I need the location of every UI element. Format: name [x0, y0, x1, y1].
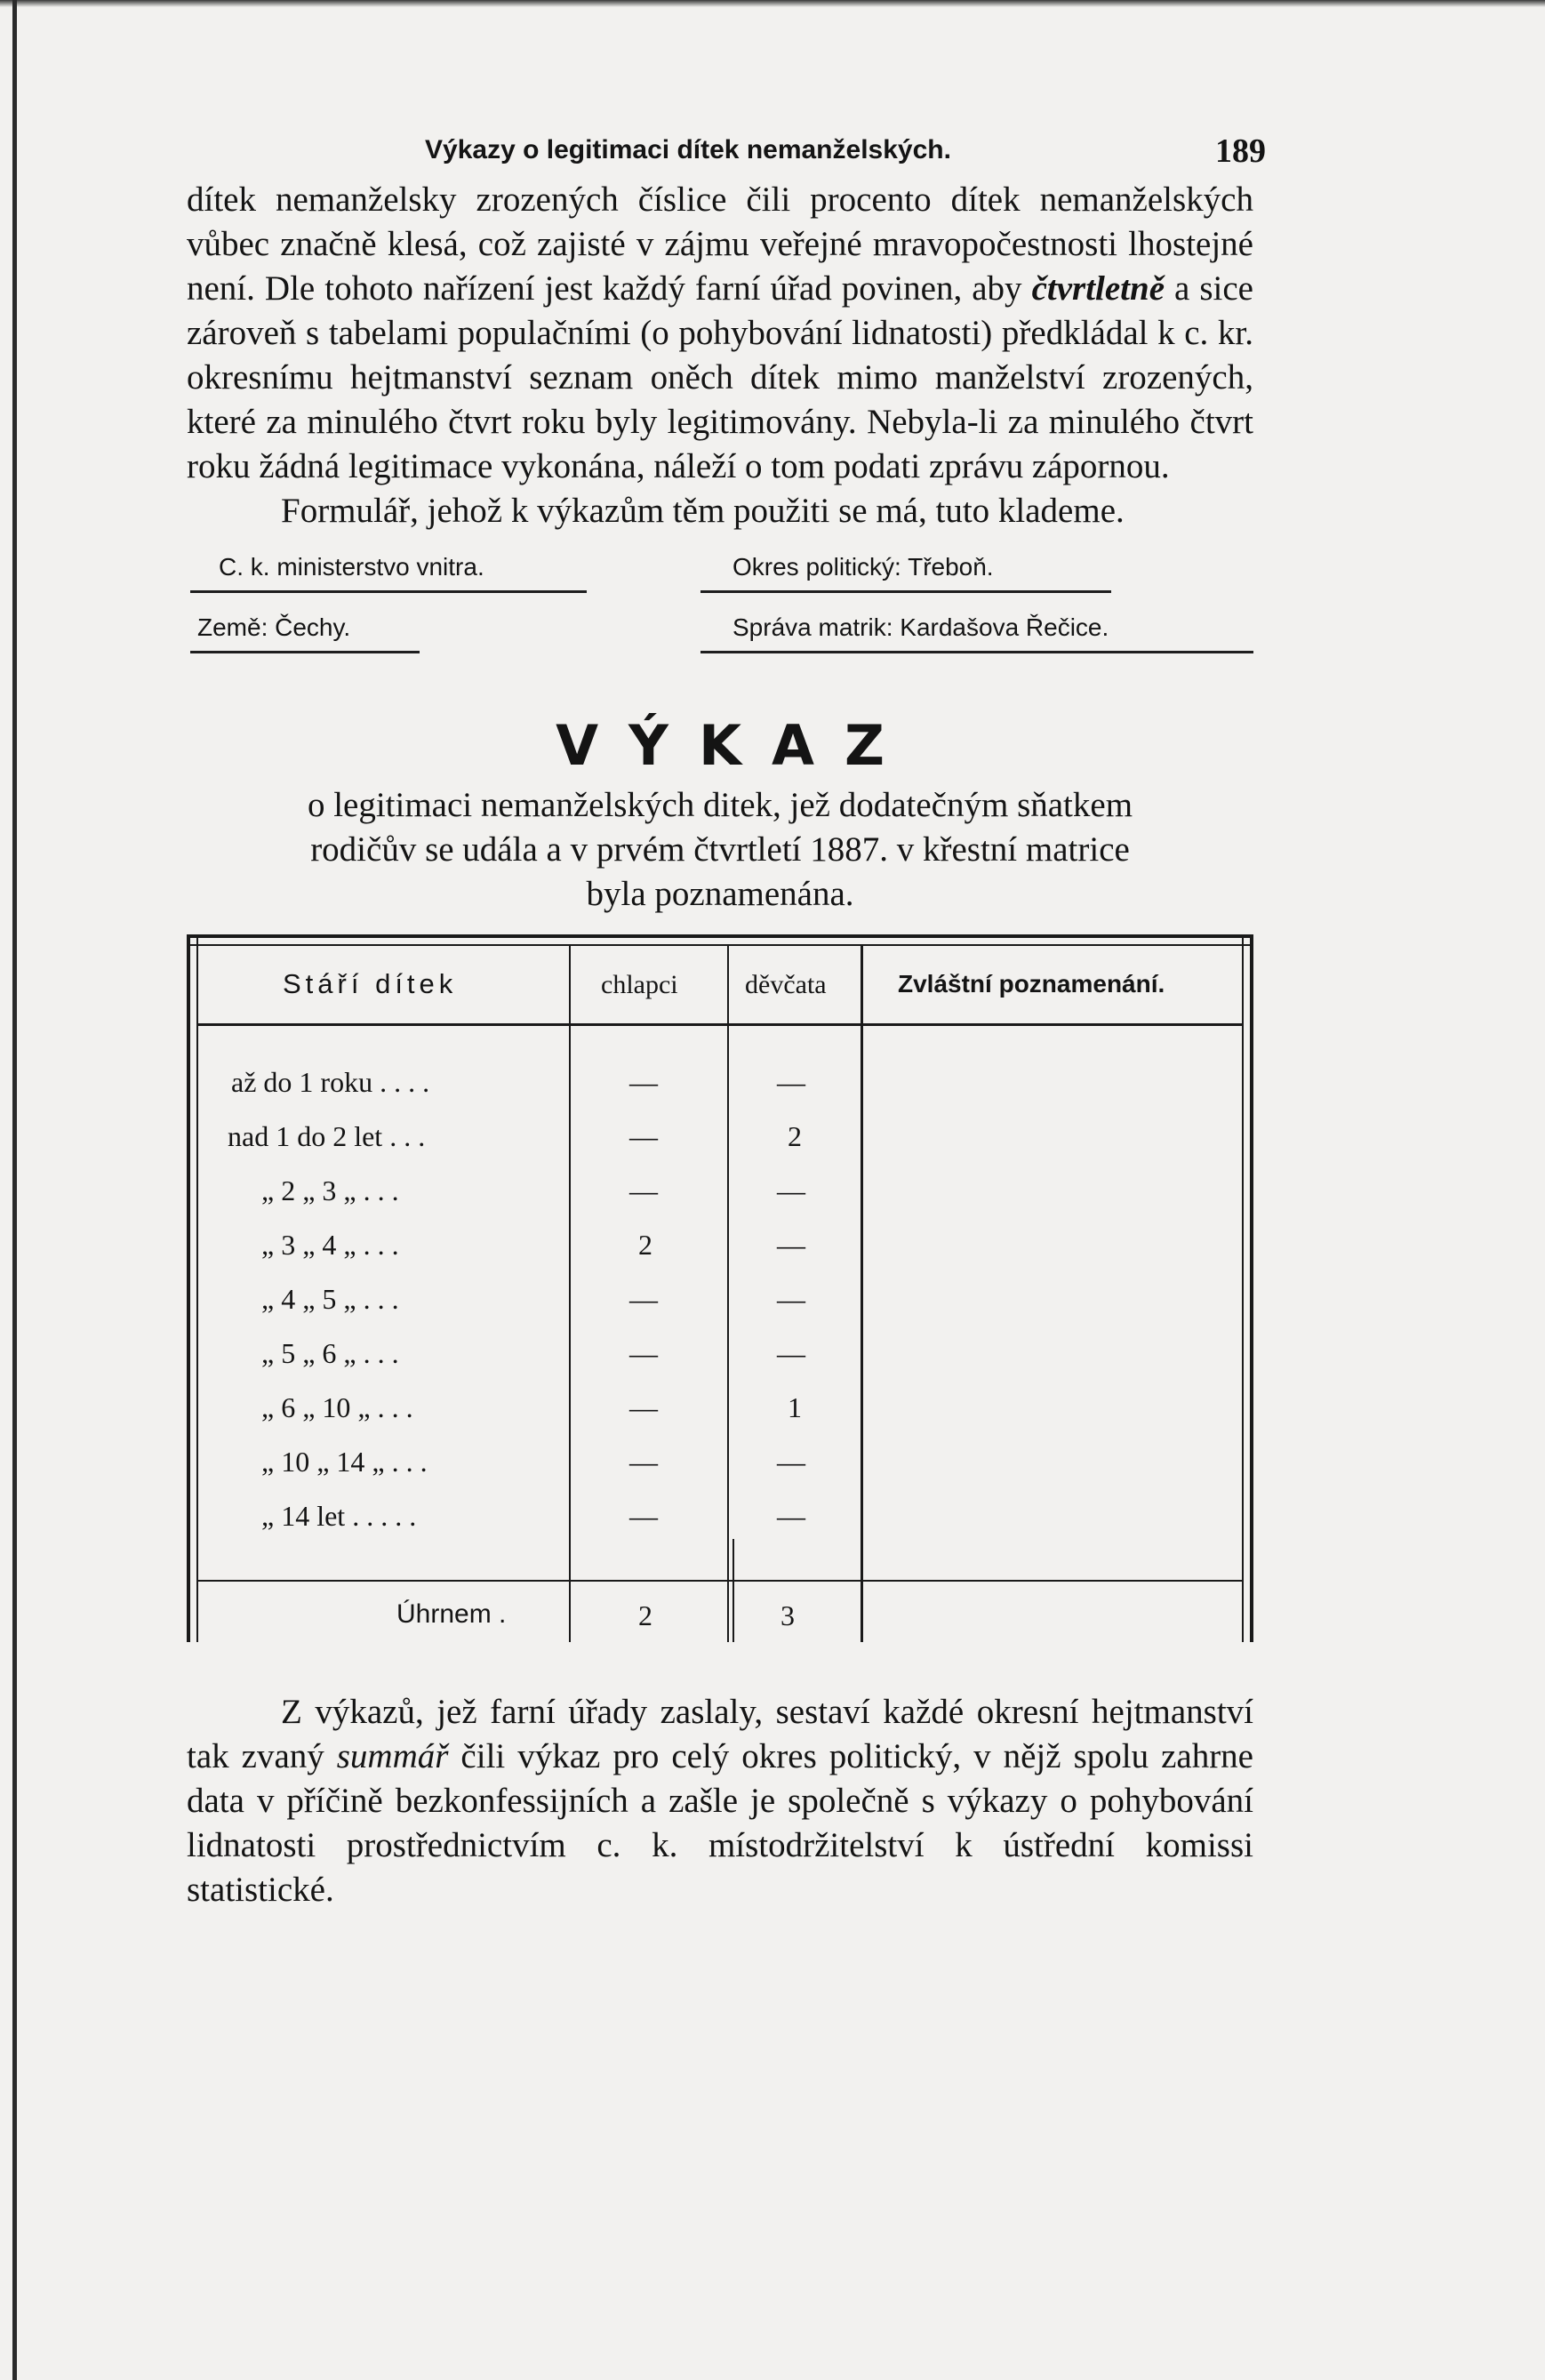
row-7-girls: 1: [788, 1391, 802, 1423]
header-bottom-rule: [198, 1023, 1242, 1026]
page-number: 189: [1215, 132, 1266, 170]
report-title: VÝKAZ: [556, 713, 915, 778]
col-sep-1: [569, 946, 571, 1642]
paragraph-1-emphasis: čtvrtletně: [1031, 269, 1165, 308]
row-5-girls: —: [777, 1283, 805, 1315]
table-left-rule-inner: [196, 934, 198, 1642]
row-6-girls: —: [777, 1337, 805, 1369]
book-page: [187, 124, 1266, 1912]
col-header-girls: děvčata: [745, 970, 827, 999]
paragraph-3: [187, 1690, 1253, 1912]
row-6-age: „ 5 „ 6 „ . . .: [261, 1337, 399, 1369]
running-head: [187, 124, 1266, 178]
land-label: Země: Čechy.: [197, 613, 351, 641]
row-4-age: „ 3 „ 4 „ . . .: [261, 1229, 399, 1261]
paragraph-3-emphasis: summář: [336, 1737, 449, 1775]
report-subtitle-1: o legitimaci nemanželských ditek, jež dodatečným sňatkem: [307, 786, 1133, 824]
row-3-boys: —: [629, 1174, 658, 1206]
table-left-rule: [187, 934, 190, 1642]
legitimation-table: [187, 934, 1253, 1642]
page-edge-top: [0, 0, 1545, 7]
col-header-notes: Zvláštní poznamenání.: [898, 970, 1165, 998]
paragraph-2: Formulář, jehož k výkazům těm použiti se má, tuto klademe.: [281, 492, 1125, 530]
table-right-rule: [1250, 934, 1253, 1642]
row-5-boys: —: [629, 1283, 658, 1315]
row-2-boys: —: [629, 1120, 658, 1152]
row-2-girls: 2: [788, 1120, 802, 1152]
row-9-boys: —: [629, 1500, 658, 1532]
row-7-age: „ 6 „ 10 „ . . .: [261, 1391, 413, 1423]
row-8-boys: —: [629, 1446, 658, 1478]
table-right-rule-inner: [1242, 934, 1244, 1642]
row-4-girls: —: [777, 1229, 805, 1261]
row-6-boys: —: [629, 1337, 658, 1369]
row-8-girls: —: [777, 1446, 805, 1478]
row-1-boys: —: [629, 1066, 658, 1098]
row-3-age: „ 2 „ 3 „ . . .: [261, 1174, 399, 1206]
registry-underline: [700, 651, 1253, 653]
registry-label: Správa matrik: Kardašova Řečice.: [732, 613, 1109, 641]
running-title: Výkazy o legitimaci dítek nemanželských.: [425, 135, 951, 164]
row-8-age: „ 10 „ 14 „ . . .: [261, 1446, 428, 1478]
total-girls: 3: [781, 1599, 795, 1631]
district-underline: [700, 590, 1111, 593]
total-boys: 2: [638, 1599, 652, 1631]
row-9-girls: —: [777, 1500, 805, 1532]
report-subtitle-3: byla poznamenána.: [586, 875, 854, 913]
land-underline: [190, 651, 420, 653]
row-7-boys: —: [629, 1391, 658, 1423]
row-3-girls: —: [777, 1174, 805, 1206]
ministry-underline: [190, 590, 587, 593]
district-label: Okres politický: Třeboň.: [732, 553, 994, 581]
row-4-boys: 2: [638, 1229, 652, 1261]
paragraph-3-text-b: čili výkaz pro celý okres politický, v nějž spolu zahrne data v příčině bezkonfessijních a zašle je společně s výkazy o pohybování lidnatosti prostřednictvím c. k. místodržitelství k ústřední komissi statistické.: [187, 1737, 1253, 1909]
form-header: [187, 553, 1253, 686]
table-top-rule-inner: [187, 944, 1253, 946]
paragraph-1-text-b: a sice zároveň s tabelami populačními (o pohybování lidnatosti) předkládal k c. kr. okresnímu hejtmanství seznam oněch dítek mimo manželství zrozených, které za minulého čtvrt roku byly legitimovány. Nebyla-li za minulého čtvrt roku žádná legitimace vykonána, náleží o tom podati zprávu zápornou.: [187, 269, 1253, 485]
row-9-age: „ 14 let . . . . .: [261, 1500, 417, 1532]
ministry-label: C. k. ministerstvo vnitra.: [219, 553, 484, 581]
col-sep-2: [727, 946, 729, 1642]
total-rule: [198, 1580, 1242, 1582]
table-top-rule: [187, 934, 1253, 938]
total-label: Úhrnem .: [396, 1599, 507, 1629]
row-1-girls: —: [777, 1066, 805, 1098]
paragraph-3-text-a: Z výkazů, jež farní úřady zaslaly, sestaví každé okresní hejtmanství tak zvaný: [187, 1693, 1253, 1775]
row-1-age: až do 1 roku . . . .: [231, 1066, 430, 1098]
row-2-age: nad 1 do 2 let . . .: [228, 1120, 426, 1152]
col-header-boys: chlapci: [601, 970, 678, 999]
col-sep-2-double: [732, 1539, 734, 1642]
report-subtitle-2: rodičův se udála a v prvém čtvrtletí 1887. v křestní matrice: [310, 830, 1130, 869]
col-header-age: Stáří dítek: [283, 968, 458, 999]
col-sep-3: [861, 946, 863, 1642]
page-edge-left: [12, 0, 17, 2380]
paragraph-1-text-a: dítek nemanželsky zrozených číslice čili procento dítek nemanželských vůbec značně klesá, což zajisté v zájmu veřejné mravopočestnosti lhostejné není. Dle tohoto nařízení jest každý farní úřad povinen, aby: [187, 180, 1253, 308]
paragraph-1: [187, 178, 1253, 489]
row-5-age: „ 4 „ 5 „ . . .: [261, 1283, 399, 1315]
